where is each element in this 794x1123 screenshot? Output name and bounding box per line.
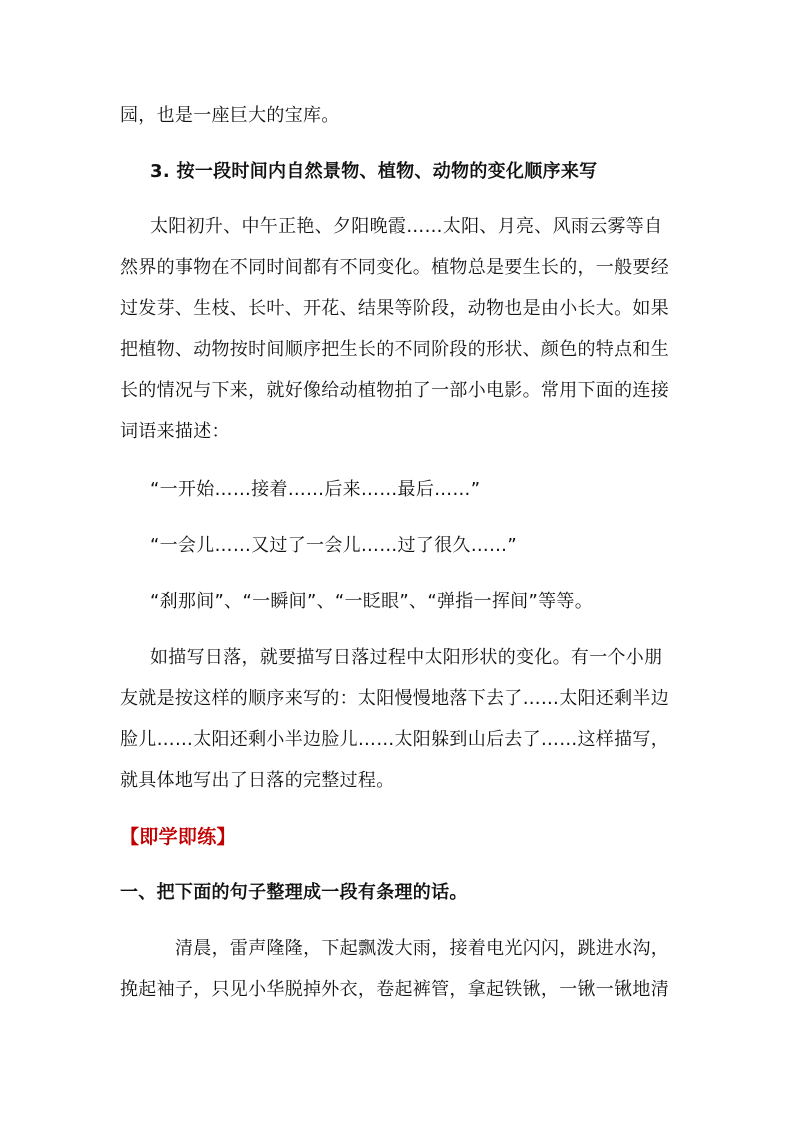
paragraph-line: 友就是按这样的顺序来写的：太阳慢慢地落下去了……太阳还剩半边 — [120, 688, 669, 709]
paragraph-line: 长的情况与下来，就好像给动植物拍了一部小电影。常用下面的连接 — [120, 380, 669, 401]
connector-phrase-line: “刹那间”、“一瞬间”、“一眨眼”、“弹指一挥间”等等。 — [150, 591, 593, 612]
paragraph-line: 然界的事物在不同时间都有不同变化。植物总是要生长的，一般要经 — [120, 257, 669, 278]
paragraph-line: 过发芽、生枝、长叶、开花、结果等阶段，动物也是由小长大。如果 — [120, 298, 669, 319]
paragraph-line: 清晨，雷声隆隆，下起飘泼大雨，接着电光闪闪，跳进水沟， — [175, 938, 670, 959]
section-heading: 3. 按一段时间内自然景物、植物、动物的变化顺序来写 — [150, 161, 598, 182]
practice-section-tag: 【即学即练】 — [120, 826, 236, 848]
exercise-heading: 一、把下面的句子整理成一段有条理的话。 — [120, 882, 468, 903]
paragraph-line: 词语来描述： — [120, 421, 230, 442]
paragraph-line: 把植物、动物按时间顺序把生长的不同阶段的形状、颜色的特点和生 — [120, 339, 669, 360]
paragraph-line: 园，也是一座巨大的宝库。 — [120, 105, 340, 126]
connector-phrase-line: “一会儿……又过了一会儿……过了很久……” — [150, 535, 517, 556]
paragraph-line: 脸儿……太阳还剩小半边脸儿……太阳躲到山后去了……这样描写， — [120, 729, 669, 750]
connector-phrase-line: “一开始……接着……后来……最后……” — [150, 479, 481, 500]
paragraph-line: 如描写日落，就要描写日落过程中太阳形状的变化。有一个小朋 — [150, 647, 663, 668]
paragraph-line: 就具体地写出了日落的完整过程。 — [120, 770, 395, 791]
paragraph-line: 太阳初升、中午正艳、夕阳晚霞……太阳、月亮、风雨云雾等自 — [150, 216, 663, 237]
paragraph-line: 挽起袖子，只见小华脱掉外衣，卷起裤管，拿起铁锹，一锹一锹地清 — [120, 979, 669, 1000]
